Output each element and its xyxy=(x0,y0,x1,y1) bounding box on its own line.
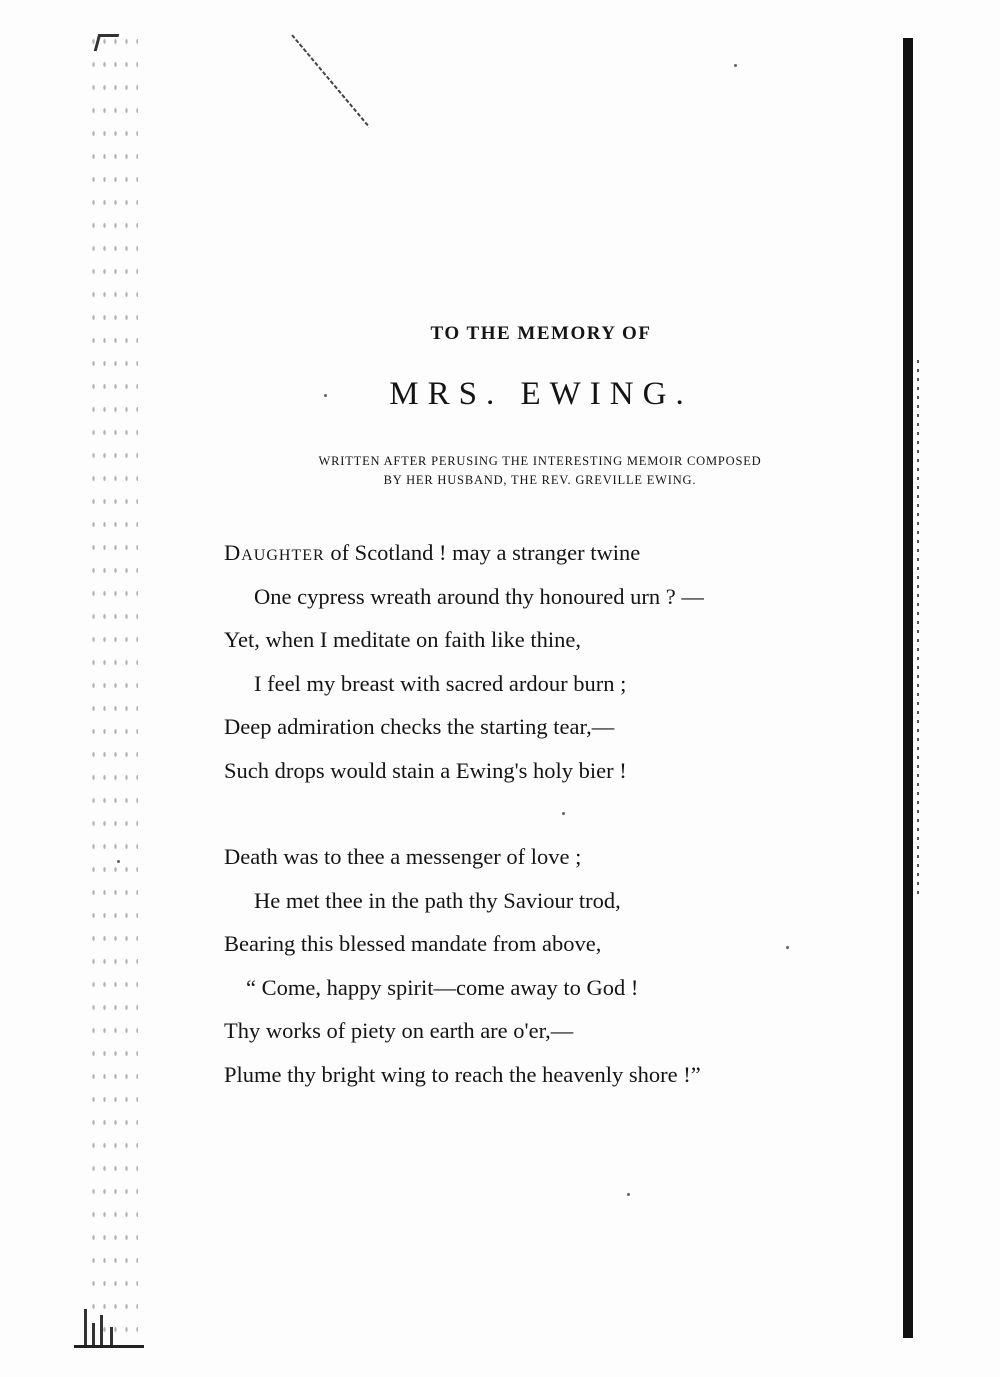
margin-speckle xyxy=(88,30,138,1350)
scratch-mark xyxy=(291,34,370,127)
gutter-mark xyxy=(74,1305,144,1348)
page-title: MRS. EWING. xyxy=(389,376,693,412)
poem-line: Yet, when I meditate on faith like thine, xyxy=(224,627,582,652)
poem-line: Plume thy bright wing to reach the heavenly shore !” xyxy=(224,1061,701,1087)
speck xyxy=(562,812,565,815)
speck xyxy=(734,64,737,67)
poem-line: “ Come, happy spirit—come away to God ! xyxy=(246,974,639,1000)
speck xyxy=(627,1193,630,1196)
subtitle-line: WRITTEN AFTER PERUSING THE INTERESTING MEMOIR COMPOSED xyxy=(318,454,762,468)
poem-line: Deep admiration checks the starting tear,— xyxy=(224,714,615,739)
dedication-heading: TO THE MEMORY OF xyxy=(430,323,652,344)
poem-line: Thy works of piety on earth are o'er,— xyxy=(224,1018,574,1043)
poem-line: Such drops would stain a Ewing's holy bier ! xyxy=(224,757,627,783)
poem-line: He met thee in the path thy Saviour trod, xyxy=(254,887,621,913)
poem-stanza-1 xyxy=(224,531,864,792)
binding-edge-speckle xyxy=(917,360,919,900)
poem-line: I feel my breast with sacred ardour burn ; xyxy=(254,670,627,696)
poem-line: Bearing this blessed mandate from above, xyxy=(224,931,602,956)
poem-line: One cypress wreath around thy honoured urn ? — xyxy=(254,583,704,609)
speck xyxy=(117,860,120,863)
poem-line-text: of Scotland ! may a stranger twine xyxy=(324,540,641,565)
poem-stanza-2 xyxy=(224,835,864,1096)
poem-line: Death was to thee a messenger of love ; xyxy=(224,844,582,869)
subtitle-line: BY HER HUSBAND, THE REV. GREVILLE EWING. xyxy=(383,473,697,487)
opening-word: Daughter xyxy=(224,540,325,565)
subtitle xyxy=(240,452,840,490)
poem-line xyxy=(224,531,864,575)
binding-shadow xyxy=(903,38,913,1338)
